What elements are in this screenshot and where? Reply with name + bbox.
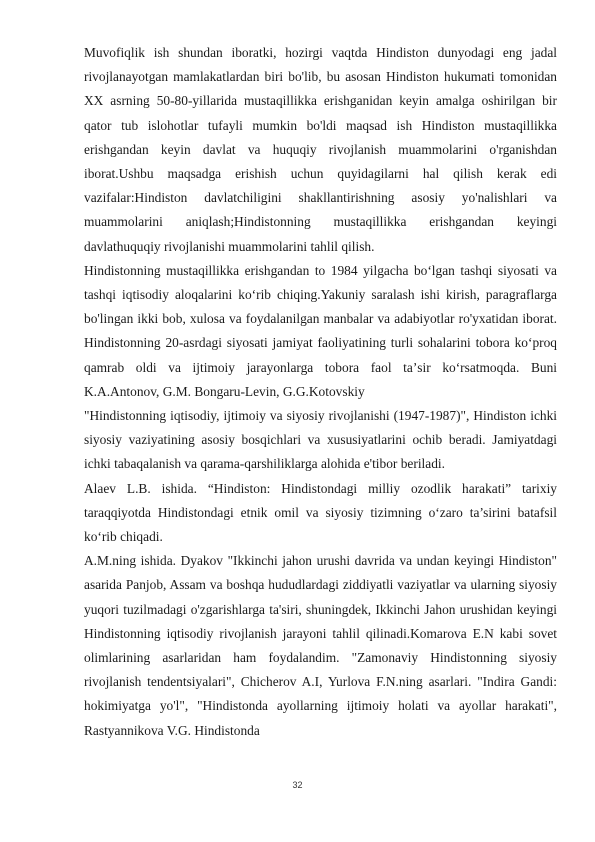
paragraph-2: Hindistonning mustaqillikka erishgandan to 1984 yilgacha bo‘lgan tashqi siyosati va tashqi iqtisodiy aloqalarini ko‘rib chiqing.Yakuniy saralash ishi kirish, paragraflarga bo'lingan ikki bob, xulosa va foydalanilgan manbalar va adabiyotlar ro'yxatidan iborat. Hindistonning 20-asrdagi siyosati jamiyat faoliyatining turli sohalarini tobora koʻproq qamrab oldi va ijtimoiy jarayonlarga tobora faol taʼsir koʻrsatmoqda. Buni K.A.Antonov, G.M. Bongaru-Levin, G.G.Kotovskiy [84, 262, 557, 399]
document-body [84, 41, 557, 743]
page-number: 32 [292, 780, 303, 790]
paragraph-3: "Hindistonning iqtisodiy, ijtimoiy va siyosiy rivojlanishi (1947-1987)", Hindiston ichki siyosiy vaziyatining asosiy bosqichlari va xususiyatlarini ochib beradi. Jamiyatdagi ichki tabaqalanish va qarama-qarshiliklarga alohida e'tibor beriladi. [84, 408, 557, 472]
paragraph-1: Muvofiqlik ish shundan iboratki, hozirgi vaqtda Hindiston dunyodagi eng jadal rivojlanayotgan mamlakatlardan biri bo'lib, bu asosan Hindiston hukumati tomonidan XX asrning 50-80-yillarida mustaqillikka erishganidan keyin amalga oshirilgan bir qator tub islohotlar tufayli mumkin bo'ldi maqsad ish Hindiston mustaqillikka erishgandan keyin davlat va huquqiy rivojlanish muammolarini o'rganishdan iborat.Ushbu maqsadga erishish uchun quyidagilarni hal qilish kerak edi vazifalar:Hindiston davlatchiligini shakllantirishning asosiy yo'nalishlari va muammolarini aniqlash;Hindistonning mustaqillikka erishgandan keyingi davlathuquqiy rivojlanishi muammolarini tahlil qilish. [84, 45, 557, 254]
paragraph-5: A.M.ning ishida. Dyakov "Ikkinchi jahon urushi davrida va undan keyingi Hindiston" asarida Panjob, Assam va boshqa hududlardagi ziddiyatli vaziyatlar va ularning siyosiy yuqori tuzilmadagi o'zgarishlarga ta'siri, shuningdek, Ikkinchi Jahon urushidan keyingi Hindistonning iqtisodiy rivojlanish jarayoni tahlil qilinadi.Komarova E.N kabi sovet olimlarining asarlaridan ham foydalandim. "Zamonaviy Hindistonning siyosiy rivojlanish tendentsiyalari", Chicherov A.I, Yurlova F.N.ning asarlari. "Indira Gandi: hokimiyatga yo'l", "Hindistonda ayollarning ijtimoiy holati va ayollar harakati", Rastyannikova V.G. Hindistonda [84, 553, 557, 738]
paragraph-4: Alaev L.B. ishida. “Hindiston: Hindistondagi milliy ozodlik harakati” tarixiy taraqqiyotda Hindistondagi etnik omil va siyosiy tizimning o‘zaro ta’sirini batafsil ko‘rib chiqadi. [84, 480, 557, 545]
